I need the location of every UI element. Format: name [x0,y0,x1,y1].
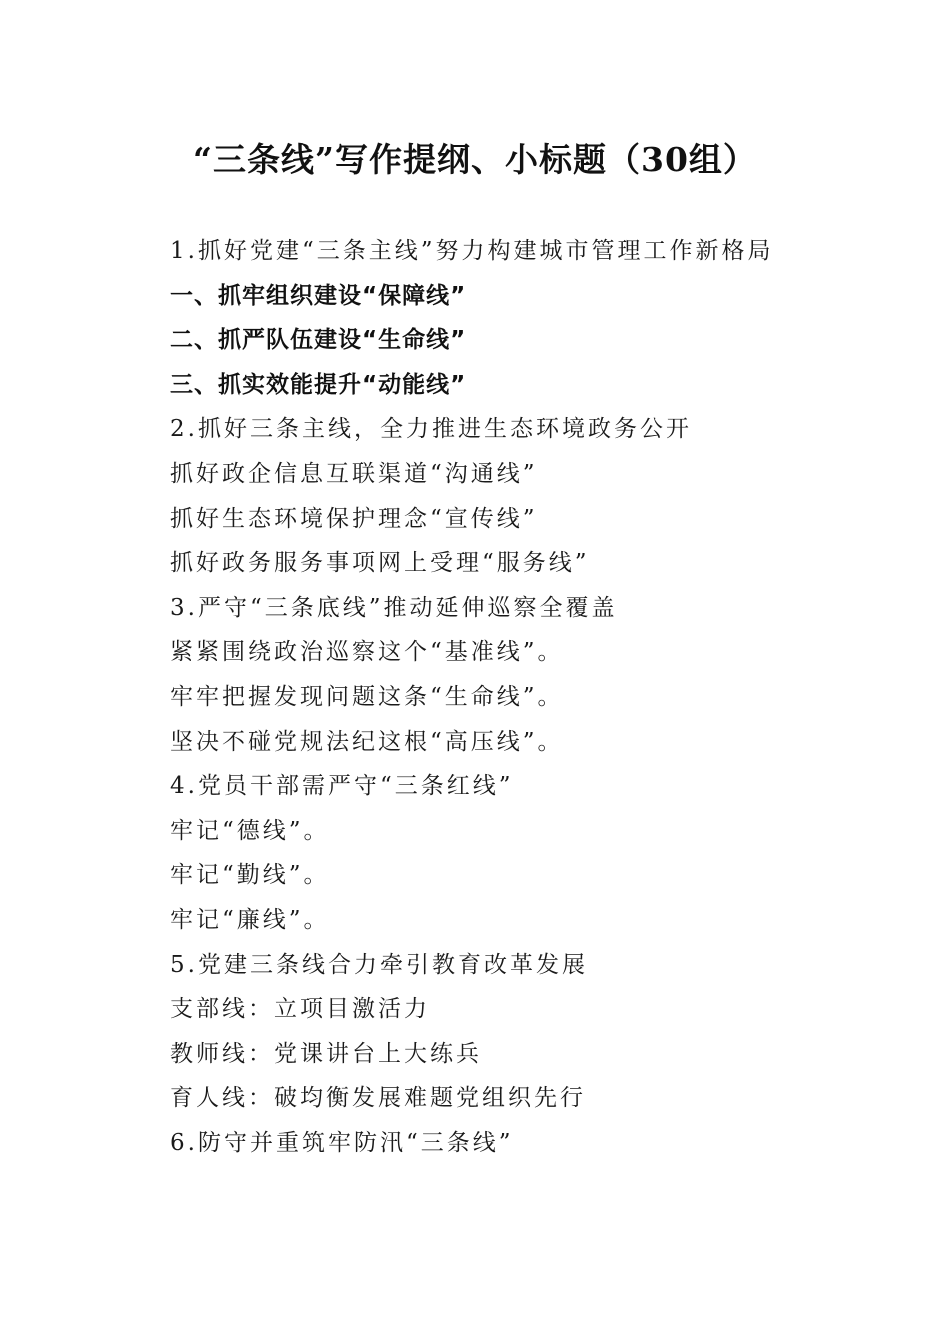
text-line: 牢牢把握发现问题这条“生命线”。 [170,683,564,710]
text-line: 1.抓好党建“三条主线”努力构建城市管理工作新格局 [170,238,774,264]
text-line: 牢记“廉线”。 [170,906,330,933]
subheading-line: 一、抓牢组织建设“保障线” [170,282,467,309]
document-title: “三条线”写作提纲、小标题（30组） [193,140,757,179]
text-line: 牢记“德线”。 [170,817,330,844]
subheading-line: 三、抓实效能提升“动能线” [170,371,467,398]
text-line: 3.严守“三条底线”推动延伸巡察全覆盖 [170,594,618,621]
text-line: 教师线：党课讲台上大练兵 [170,1040,482,1067]
text-line: 4.党员干部需严守“三条红线” [170,773,514,800]
text-line: 抓好生态环境保护理念“宣传线” [170,505,538,532]
text-line: 抓好政务服务事项网上受理“服务线” [170,550,590,577]
text-line: 紧紧围绕政治巡察这个“基准线”。 [170,639,564,666]
text-line: 抓好政企信息互联渠道“沟通线” [170,460,538,487]
text-line: 育人线：破均衡发展难题党组织先行 [170,1085,586,1112]
document-body [170,229,870,1165]
text-line: 6.防守并重筑牢防汛“三条线” [170,1129,514,1156]
text-line: 5.党建三条线合力牵引教育改革发展 [170,951,588,978]
subheading-line: 二、抓严队伍建设“生命线” [170,327,467,354]
text-line: 牢记“勤线”。 [170,862,330,889]
text-line: 2.抓好三条主线，全力推进生态环境政务公开 [170,416,692,443]
text-line: 坚决不碰党规法纪这根“高压线”。 [170,728,564,755]
text-line: 支部线：立项目激活力 [170,996,430,1023]
